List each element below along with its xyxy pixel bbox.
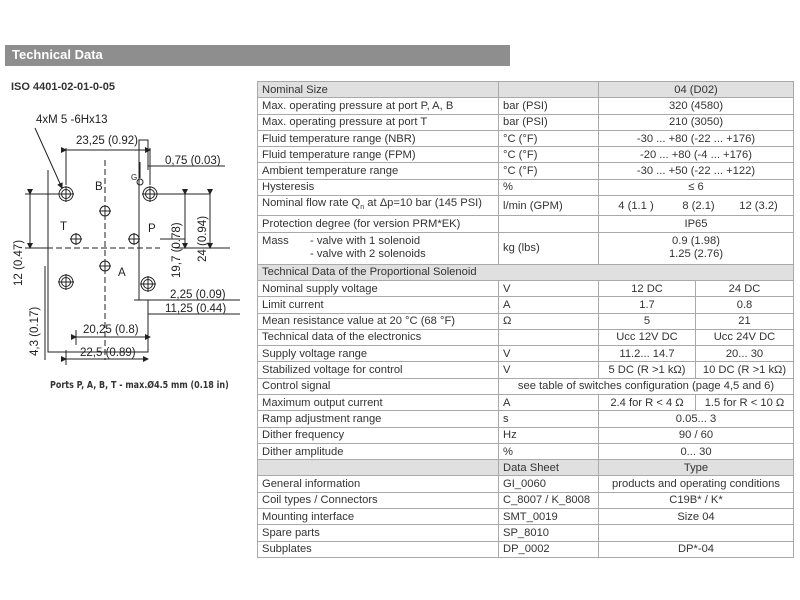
row-value-12v: 2.4 for R < 4 Ω: [599, 394, 696, 410]
row-value: -20 ... +80 (-4 ... +176): [599, 147, 794, 163]
row-value-24v: Ucc 24V DC: [696, 329, 794, 345]
row-label: Ambient temperature range: [258, 163, 499, 179]
row-datasheet: DP_0002: [499, 541, 599, 557]
dim-23-25: 23,25 (0.92): [76, 135, 139, 147]
row-value-12v: 5 DC (R >1 kΩ): [599, 362, 696, 378]
row-label: Nominal Size: [258, 82, 499, 98]
table-row: [258, 179, 794, 195]
row-value: 0... 30: [599, 443, 794, 459]
row-unit: Ω: [499, 313, 599, 329]
body-outline: [48, 140, 148, 352]
row-unit: s: [499, 411, 599, 427]
row-value: C19B* / K*: [599, 492, 794, 508]
row-value-24v: 0.8: [696, 297, 794, 313]
row-value: -30 ... +50 (-22 ... +122): [599, 163, 794, 179]
row-label: Mean resistance value at 20 °C (68 °F): [258, 313, 499, 329]
row-value: see table of switches configuration (page 4,5 and 6): [499, 378, 794, 394]
row-datasheet: SMT_0019: [499, 509, 599, 525]
dim-24: 24 (0.94): [197, 215, 209, 262]
row-value-24v: 20... 30: [696, 346, 794, 362]
row-value: 0.9 (1.98) 1.25 (2.76): [599, 232, 794, 264]
table-row: [258, 114, 794, 130]
row-label: Coil types / Connectors: [258, 492, 499, 508]
pin-label-g: G: [131, 173, 138, 182]
table-row: [258, 232, 794, 264]
port-label-p: P: [148, 223, 156, 235]
row-unit: °C (°F): [499, 147, 599, 163]
row-unit: °C (°F): [499, 163, 599, 179]
row-datasheet: SP_8010: [499, 525, 599, 541]
table-row: [258, 196, 794, 216]
table-row: [258, 460, 794, 476]
row-value-24v: 10 DC (R >1 kΩ): [696, 362, 794, 378]
ports-note: Ports P, A, B, T - max.Ø4.5 mm (0.18 in): [50, 380, 229, 391]
row-label: Control signal: [258, 378, 499, 394]
row-label: General information: [258, 476, 499, 492]
bolt-hole-bottom-right: [140, 276, 156, 292]
row-label: Stabilized voltage for control: [258, 362, 499, 378]
row-unit: bar (PSI): [499, 98, 599, 114]
row-label: Mass - valve with 1 solenoid - valve with 2 solenoids: [258, 232, 499, 264]
table-row: [258, 394, 794, 410]
table-row: [258, 541, 794, 557]
dim-22-5: 22,5 (0.89): [80, 347, 136, 359]
row-value-12v: 1.7: [599, 297, 696, 313]
table-row: [258, 525, 794, 541]
row-value-12v: 12 DC: [599, 280, 696, 296]
row-label: Dither frequency: [258, 427, 499, 443]
port-a: [99, 260, 111, 272]
row-unit: V: [499, 280, 599, 296]
row-value: 4 (1.1 ) 8 (2.1) 12 (3.2): [599, 196, 794, 216]
row-label: Limit current: [258, 297, 499, 313]
type-column-header: Type: [599, 460, 794, 476]
table-row: [258, 163, 794, 179]
row-label: Maximum output current: [258, 394, 499, 410]
port-label-t: T: [60, 221, 68, 233]
table-row: [258, 297, 794, 313]
row-value: 320 (4580): [599, 98, 794, 114]
row-unit: kg (lbs): [499, 232, 599, 264]
table-row: [258, 476, 794, 492]
datasheet-column-header: Data Sheet: [499, 460, 599, 476]
row-unit: l/min (GPM): [499, 196, 599, 216]
dim-11-25: 11,25 (0.44): [165, 303, 227, 315]
mounting-interface-drawing: [0, 100, 250, 385]
row-label: Fluid temperature range (NBR): [258, 130, 499, 146]
row-value-24v: 1.5 for R < 10 Ω: [696, 394, 794, 410]
row-label: Spare parts: [258, 525, 499, 541]
dim-12: 12 (0.47): [13, 239, 25, 286]
row-datasheet: GI_0060: [499, 476, 599, 492]
row-label: Protection degree (for version PRM*EK): [258, 216, 499, 232]
dim-2-25: 2,25 (0.09): [170, 289, 226, 301]
row-unit: V: [499, 362, 599, 378]
row-label: Subplates: [258, 541, 499, 557]
locating-pin-g: [137, 179, 143, 185]
row-label: Nominal flow rate $Q_n$ at Δp=10 bar (145 PSI): [258, 196, 499, 216]
row-value: DP*-04: [599, 541, 794, 557]
section-header: Technical Data of the Proportional Solenoid: [258, 264, 794, 280]
row-unit: A: [499, 297, 599, 313]
row-datasheet: C_8007 / K_8008: [499, 492, 599, 508]
technical-data-table: [257, 81, 794, 558]
row-unit: %: [499, 443, 599, 459]
row-label: Max. operating pressure at port P, A, B: [258, 98, 499, 114]
table-row: [258, 82, 794, 98]
row-unit: °C (°F): [499, 130, 599, 146]
row-unit: A: [499, 394, 599, 410]
row-value-12v: Ucc 12V DC: [599, 329, 696, 345]
row-value: [599, 525, 794, 541]
dim-0-75: 0,75 (0.03): [165, 155, 221, 167]
thread-callout: 4xM 5 -6Hx13: [36, 114, 108, 126]
row-value-24v: 24 DC: [696, 280, 794, 296]
port-t: [70, 233, 82, 245]
table-row: [258, 492, 794, 508]
row-value: Size 04: [599, 509, 794, 525]
table-row: [258, 378, 794, 394]
dim-20-25: 20,25 (0.8): [83, 324, 139, 336]
table-row: [258, 443, 794, 459]
row-unit: %: [499, 179, 599, 195]
dim-19-7: 19,7 (0.78): [171, 222, 183, 278]
row-value: 210 (3050): [599, 114, 794, 130]
table-row: [258, 411, 794, 427]
row-value: 90 / 60: [599, 427, 794, 443]
port-label-a: A: [118, 267, 126, 279]
table-row: [258, 313, 794, 329]
row-value-24v: 21: [696, 313, 794, 329]
row-value: 0.05... 3: [599, 411, 794, 427]
row-label: Supply voltage range: [258, 346, 499, 362]
row-unit: bar (PSI): [499, 114, 599, 130]
row-value: IP65: [599, 216, 794, 232]
bolt-hole-top-left: [58, 186, 74, 202]
dim-4-3: 4,3 (0.17): [29, 306, 41, 356]
port-label-b: B: [95, 181, 103, 193]
row-label: Fluid temperature range (FPM): [258, 147, 499, 163]
row-label: Technical data of the electronics: [258, 329, 499, 345]
section-title: Technical Data: [12, 47, 103, 62]
row-value-12v: 11.2... 14.7: [599, 346, 696, 362]
row-label: Hysteresis: [258, 179, 499, 195]
table-row: [258, 147, 794, 163]
row-label: Dither amplitude: [258, 443, 499, 459]
table-row: [258, 427, 794, 443]
row-value-12v: 5: [599, 313, 696, 329]
table-row: [258, 98, 794, 114]
row-label: Max. operating pressure at port T: [258, 114, 499, 130]
row-unit: Hz: [499, 427, 599, 443]
row-unit: V: [499, 346, 599, 362]
table-row: [258, 329, 794, 345]
row-value: products and operating conditions: [599, 476, 794, 492]
row-value: -30 ... +80 (-22 ... +176): [599, 130, 794, 146]
row-value: ≤ 6: [599, 179, 794, 195]
row-value: 04 (D02): [599, 82, 794, 98]
table-row: [258, 216, 794, 232]
bolt-hole-bottom-left: [58, 274, 74, 290]
row-label: Ramp adjustment range: [258, 411, 499, 427]
port-p: [128, 233, 140, 245]
row-label: Nominal supply voltage: [258, 280, 499, 296]
row-label: Mounting interface: [258, 509, 499, 525]
port-b: [99, 205, 111, 217]
iso-standard-label: ISO 4401-02-01-0-05: [11, 81, 115, 93]
table-row: [258, 280, 794, 296]
table-row: [258, 509, 794, 525]
table-row: [258, 130, 794, 146]
table-row: [258, 346, 794, 362]
table-row: [258, 362, 794, 378]
table-row: [258, 264, 794, 280]
